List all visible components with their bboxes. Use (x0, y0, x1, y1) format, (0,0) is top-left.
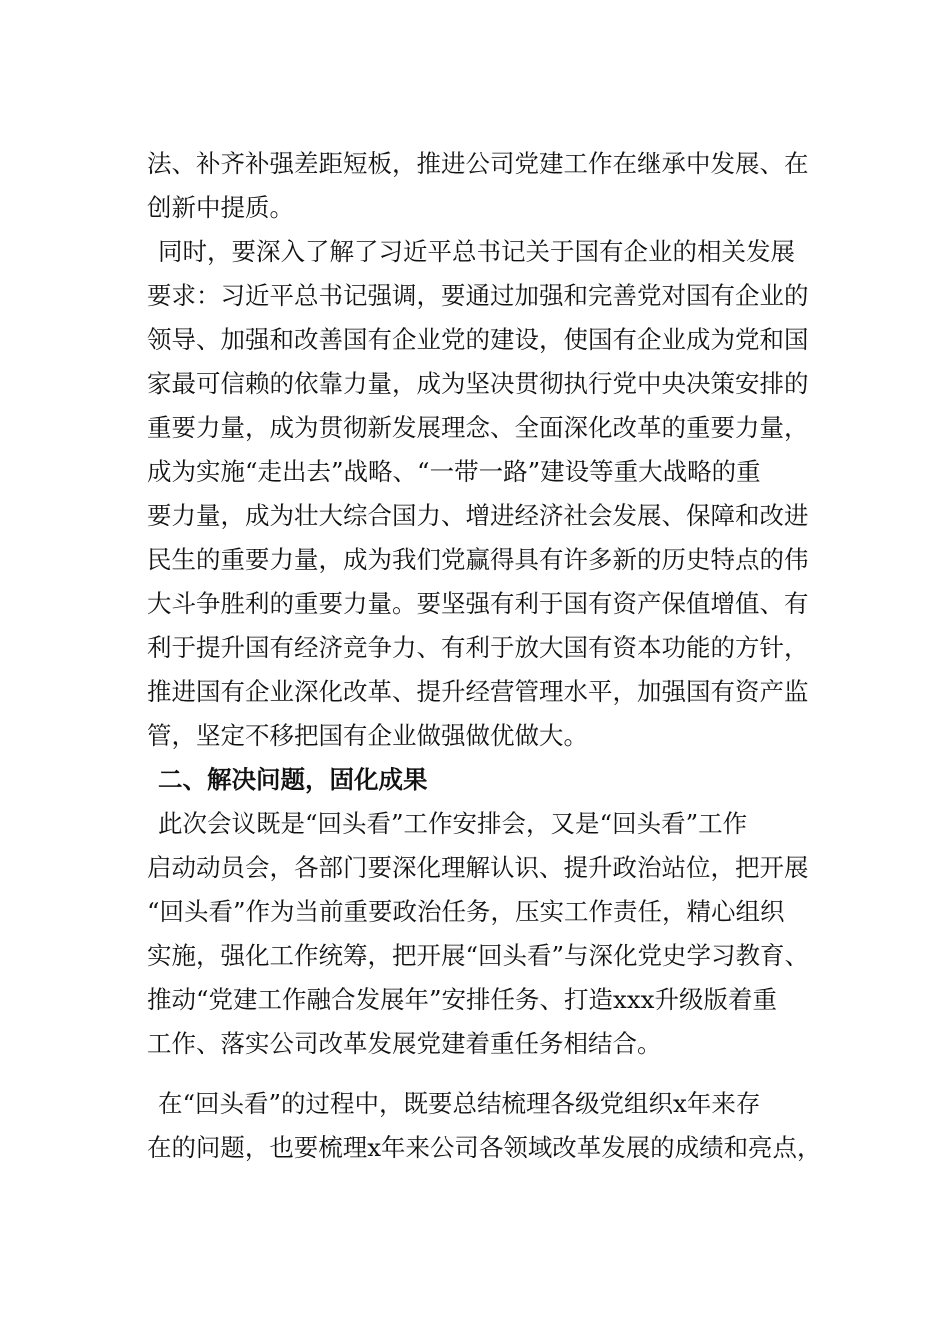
text-line: 民生的重要力量，成为我们党赢得具有许多新的历史特点的伟 (147, 545, 809, 574)
text-line: 在“回头看”的过程中，既要总结梳理各级党组织x年来存 (158, 1089, 761, 1118)
text-line: 同时，要深入了解了习近平总书记关于国有企业的相关发展 (158, 237, 795, 266)
text-line: 要求：习近平总书记强调，要通过加强和完善党对国有企业的 (147, 281, 809, 310)
text-line: 大斗争胜利的重要力量。要坚强有利于国有资产保值增值、有 (147, 589, 809, 618)
text-line: 家最可信赖的依靠力量，成为坚决贯彻执行党中央决策安排的 (147, 369, 809, 398)
text-line: 利于提升国有经济竞争力、有利于放大国有资本功能的方针， (147, 633, 809, 662)
text-line: 启动动员会，各部门要深化理解认识、提升政治站位，把开展 (147, 853, 809, 882)
text-line: 法、补齐补强差距短板，推进公司党建工作在继承中发展、在 (147, 149, 809, 178)
text-line: 要力量，成为壮大综合国力、增进经济社会发展、保障和改进 (147, 501, 809, 530)
text-line: 实施，强化工作统筹，把开展“回头看”与深化党史学习教育、 (147, 941, 810, 970)
text-line: 工作、落实公司改革发展党建着重任务相结合。 (147, 1029, 662, 1058)
text-line: 创新中提质。 (147, 193, 294, 222)
text-line: 此次会议既是“回头看”工作安排会，又是“回头看”工作 (158, 809, 748, 838)
text-line: 领导、加强和改善国有企业党的建设，使国有企业成为党和国 (147, 325, 809, 354)
text-line: 重要力量，成为贯彻新发展理念、全面深化改革的重要力量， (147, 413, 809, 442)
text-line: 推进国有企业深化改革、提升经营管理水平，加强国有资产监 (147, 677, 809, 706)
text-line: “回头看”作为当前重要政治任务，压实工作责任，精心组织 (147, 897, 785, 926)
text-line: 推动“党建工作融合发展年”安排任务、打造xxx升级版着重 (147, 985, 777, 1014)
text-line: 管，坚定不移把国有企业做强做优做大。 (147, 721, 588, 750)
section-heading: 二、解决问题，固化成果 (158, 765, 428, 794)
text-line: 成为实施“走出去”战略、“一带一路”建设等重大战略的重 (147, 457, 761, 486)
text-line: 在的问题，也要梳理x年来公司各领域改革发展的成绩和亮点， (147, 1133, 822, 1162)
